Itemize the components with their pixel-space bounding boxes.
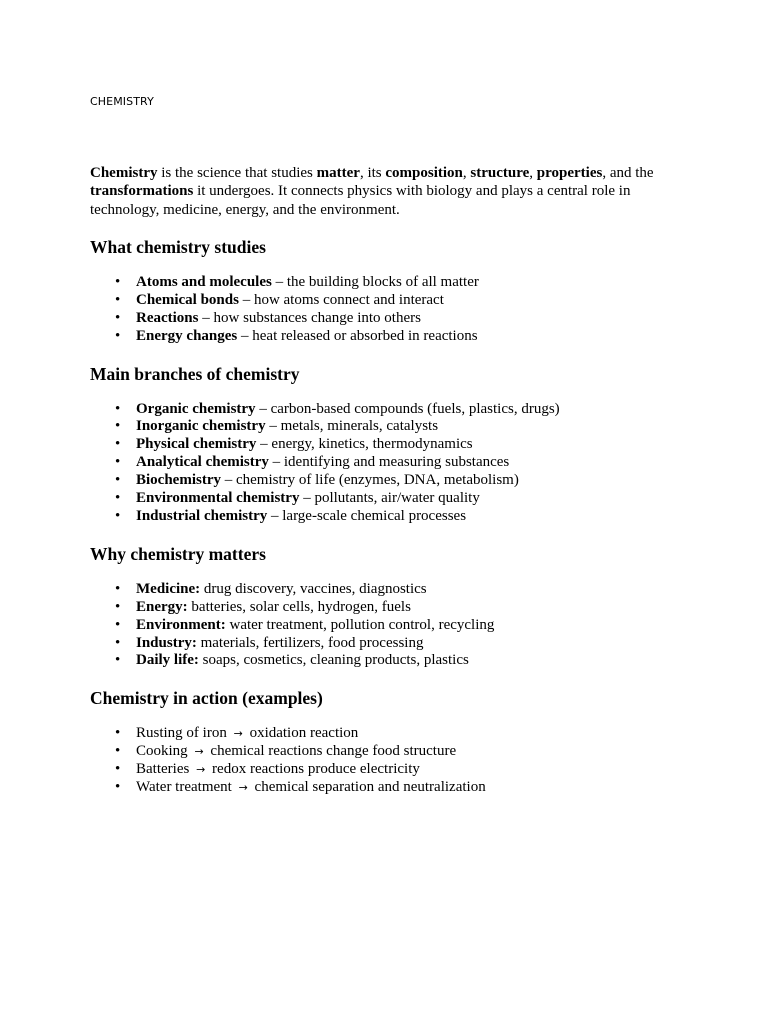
list-item [115, 291, 680, 310]
right-arrow-icon: → [233, 727, 243, 741]
list-item [115, 418, 680, 436]
item-term: Medicine: [136, 580, 201, 597]
document-body [90, 164, 680, 797]
item-term: Industry: [136, 634, 197, 651]
item-term: Analytical chemistry [136, 454, 269, 471]
intro-text: , [529, 165, 537, 181]
intro-text: , [462, 165, 471, 181]
intro-text: , and the [602, 165, 654, 181]
bullet-icon: • [115, 634, 121, 651]
bullet-icon: • [115, 507, 121, 524]
bullet-icon: • [115, 580, 121, 597]
item-term: Inorganic chemistry [136, 418, 266, 435]
list-item [115, 436, 680, 454]
bullet-icon: • [115, 743, 121, 760]
bullet-icon: • [115, 761, 121, 778]
intro-text: is the science that studies [157, 165, 317, 181]
section-heading: Chemistry in action (examples) [90, 688, 323, 709]
item-description: – chemistry of life (enzymes, DNA, metabolism) [220, 472, 519, 489]
section-heading: Main branches of chemistry [90, 363, 300, 384]
bullet-list [90, 725, 680, 797]
right-arrow-icon: → [196, 763, 206, 777]
item-term: Biochemistry [136, 472, 221, 489]
example-subject: Water treatment [136, 779, 232, 796]
item-term: Energy changes [136, 327, 238, 344]
bullet-list [90, 581, 680, 671]
intro-bold-term: structure [470, 165, 530, 181]
bullet-icon: • [115, 273, 121, 290]
list-item [115, 454, 680, 472]
list-item [115, 400, 680, 419]
list-item [115, 598, 680, 617]
item-term: Chemical bonds [136, 291, 239, 308]
item-term: Atoms and molecules [136, 273, 272, 290]
example-result: redox reactions produce electricity [212, 761, 420, 778]
bullet-icon: • [115, 779, 121, 796]
item-description: – metals, minerals, catalysts [265, 418, 439, 435]
bullet-icon: • [115, 418, 121, 435]
item-description: water treatment, pollution control, recycling [225, 616, 495, 633]
intro-text: it undergoes. It connects physics with biology and plays a central role in technology, medicine, energy, and the environment. [90, 183, 631, 218]
item-term: Physical chemistry [136, 436, 257, 453]
item-term: Reactions [136, 309, 199, 326]
bullet-list [90, 274, 680, 346]
page-header: CHEMISTRY [90, 95, 154, 108]
bullet-icon: • [115, 616, 121, 633]
example-subject: Rusting of iron [136, 725, 227, 742]
item-term: Industrial chemistry [136, 507, 268, 524]
bullet-icon: • [115, 598, 121, 615]
sections-container [90, 236, 680, 797]
list-item [115, 761, 680, 779]
bullet-icon: • [115, 725, 121, 742]
bullet-icon: • [115, 454, 121, 471]
bullet-icon: • [115, 400, 121, 417]
list-item [115, 472, 680, 490]
item-description: drug discovery, vaccines, diagnostics [200, 580, 427, 597]
item-description: soaps, cosmetics, cleaning products, plastics [198, 652, 469, 669]
item-description: – pollutants, air/water quality [299, 490, 480, 507]
example-result: chemical reactions change food structure [210, 743, 457, 760]
list-item [115, 507, 680, 526]
list-item [115, 743, 680, 761]
intro-bold-term: transformations [90, 183, 194, 200]
list-item [115, 725, 680, 743]
item-description: materials, fertilizers, food processing [196, 634, 424, 651]
item-term: Environmental chemistry [136, 490, 300, 507]
list-item [115, 490, 680, 508]
list-item [115, 309, 680, 328]
bullet-icon: • [115, 490, 121, 507]
item-description: – large-scale chemical processes [267, 507, 467, 524]
section-heading: What chemistry studies [90, 236, 266, 257]
bullet-icon: • [115, 436, 121, 453]
list-item [115, 273, 680, 292]
item-term: Organic chemistry [136, 400, 256, 417]
item-description: batteries, solar cells, hydrogen, fuels [187, 598, 411, 615]
intro-bold-term: properties [536, 165, 603, 181]
intro-paragraph [90, 164, 680, 219]
item-description: – identifying and measuring substances [268, 454, 510, 471]
bullet-icon: • [115, 472, 121, 489]
item-description: – the building blocks of all matter [271, 273, 479, 290]
item-description: – how substances change into others [198, 309, 421, 326]
right-arrow-icon: → [238, 781, 248, 795]
right-arrow-icon: → [194, 745, 204, 759]
intro-bold-term: matter [316, 165, 360, 181]
intro-bold-term: Chemistry [90, 165, 158, 181]
bullet-icon: • [115, 291, 121, 308]
intro-text: , its [359, 165, 386, 181]
item-description: – how atoms connect and interact [238, 291, 444, 308]
bullet-list [90, 401, 680, 526]
list-item [115, 634, 680, 653]
list-item [115, 327, 680, 346]
item-description: – energy, kinetics, thermodynamics [256, 436, 473, 453]
list-item [115, 580, 680, 599]
section-heading: Why chemistry matters [90, 543, 266, 564]
item-term: Daily life: [136, 652, 199, 669]
intro-bold-term: composition [385, 165, 463, 181]
bullet-icon: • [115, 327, 121, 344]
list-item [115, 652, 680, 670]
example-subject: Batteries [136, 761, 190, 778]
item-term: Environment: [136, 616, 226, 633]
bullet-icon: • [115, 309, 121, 326]
item-description: – heat released or absorbed in reactions [237, 327, 478, 344]
item-description: – carbon-based compounds (fuels, plastics, drugs) [255, 400, 560, 417]
example-subject: Cooking [136, 743, 188, 760]
list-item [115, 616, 680, 635]
example-result: chemical separation and neutralization [254, 779, 486, 796]
bullet-icon: • [115, 652, 121, 669]
list-item [115, 779, 680, 797]
item-term: Energy: [136, 598, 188, 615]
example-result: oxidation reaction [249, 725, 359, 742]
